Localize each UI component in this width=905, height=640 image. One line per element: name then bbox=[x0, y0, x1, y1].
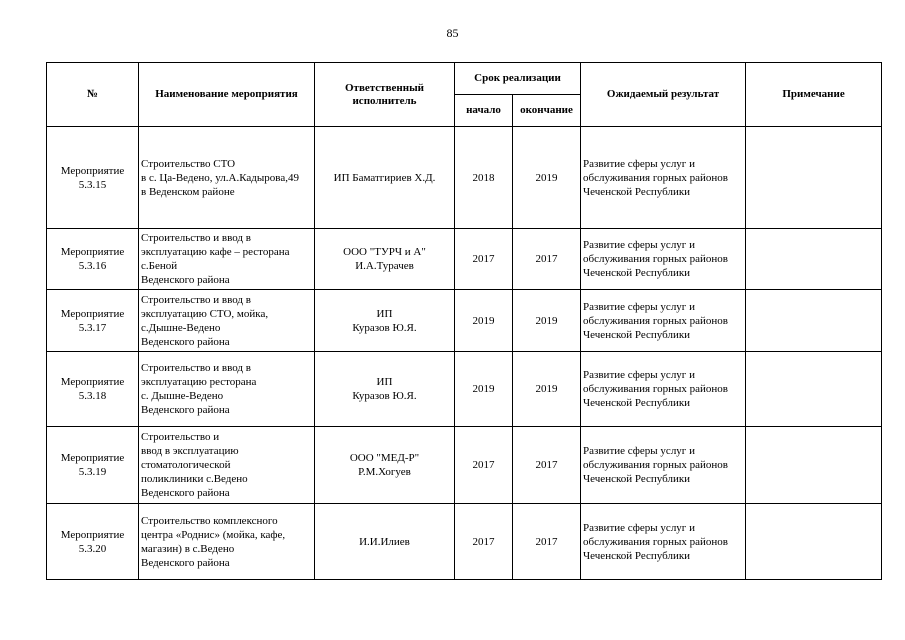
cell-end: 2019 bbox=[513, 352, 581, 427]
cell-name-line: Строительство и bbox=[141, 431, 220, 443]
cell-result-line: Развитие сферы услуг и bbox=[583, 445, 695, 457]
cell-name-line: в Веденском районе bbox=[141, 185, 235, 198]
cell-result-line: Развитие сферы услуг и bbox=[583, 521, 695, 534]
cell-num-line: 5.3.17 bbox=[78, 321, 107, 334]
table-row bbox=[47, 229, 882, 290]
cell-num-line: Мероприятие bbox=[60, 528, 125, 541]
cell-end: 2019 bbox=[513, 127, 581, 229]
cell-name-line: Веденского района bbox=[141, 487, 230, 499]
header-name: Наименование мероприятия bbox=[139, 63, 315, 127]
header-start: начало bbox=[455, 95, 513, 127]
cell-name-line: Веденского района bbox=[141, 404, 230, 416]
cell-start: 2017 bbox=[455, 504, 513, 580]
cell-name bbox=[139, 504, 315, 580]
cell-note bbox=[746, 229, 882, 290]
cell-name-line: Строительство и ввод в bbox=[141, 293, 251, 306]
cell-name-line: стоматологической bbox=[141, 459, 231, 471]
header-responsible bbox=[315, 63, 455, 127]
cell-name-line: поликлиники с.Ведено bbox=[141, 473, 248, 485]
cell-name-line: Строительство и ввод в bbox=[141, 232, 251, 244]
cell-name-line: с. Дышне-Ведено bbox=[141, 390, 224, 402]
cell-name-line: Строительство СТО bbox=[141, 157, 236, 170]
cell-result-line: обслуживания горных районов bbox=[583, 535, 728, 548]
cell-name bbox=[139, 290, 315, 352]
cell-end: 2019 bbox=[513, 290, 581, 352]
cell-responsible bbox=[315, 290, 455, 352]
cell-name bbox=[139, 352, 315, 427]
cell-name-line: центра «Роднис» (мойка, кафе, bbox=[141, 528, 286, 541]
cell-result-line: Развитие сферы услуг и bbox=[583, 300, 695, 313]
cell-responsible bbox=[315, 127, 455, 229]
table-row bbox=[47, 504, 882, 580]
header-note: Примечание bbox=[746, 63, 882, 127]
header-period: Срок реализации bbox=[455, 63, 581, 95]
cell-note bbox=[746, 290, 882, 352]
cell-result bbox=[581, 127, 746, 229]
cell-num-line: 5.3.19 bbox=[78, 466, 107, 478]
cell-result-line: обслуживания горных районов bbox=[583, 171, 728, 184]
cell-responsible-line: Куразов Ю.Я. bbox=[352, 390, 417, 402]
cell-name-line: в с. Ца-Ведено, ул.А.Кадырова,49 bbox=[141, 171, 299, 184]
cell-end: 2017 bbox=[513, 427, 581, 504]
events-table bbox=[46, 62, 882, 580]
cell-name-line: ввод в эксплуатацию bbox=[141, 445, 239, 457]
cell-start: 2019 bbox=[455, 290, 513, 352]
cell-result bbox=[581, 427, 746, 504]
cell-start: 2017 bbox=[455, 427, 513, 504]
cell-name-line: Строительство комплексного bbox=[141, 514, 278, 527]
cell-start: 2017 bbox=[455, 229, 513, 290]
cell-name-line: эксплуатацию кафе – ресторана bbox=[141, 246, 290, 258]
table-row bbox=[47, 427, 882, 504]
cell-num bbox=[47, 427, 139, 504]
cell-result bbox=[581, 504, 746, 580]
cell-result-line: Чеченской Республики bbox=[583, 397, 691, 409]
cell-result-line: Развитие сферы услуг и bbox=[583, 157, 695, 170]
cell-name-line: Строительство и ввод в bbox=[141, 362, 251, 374]
cell-num bbox=[47, 504, 139, 580]
header-responsible-line: исполнитель bbox=[352, 94, 417, 107]
cell-responsible bbox=[315, 229, 455, 290]
cell-name bbox=[139, 229, 315, 290]
cell-responsible bbox=[315, 427, 455, 504]
cell-end: 2017 bbox=[513, 229, 581, 290]
header-num: № bbox=[47, 63, 139, 127]
cell-result-line: обслуживания горных районов bbox=[583, 459, 728, 471]
cell-num-line: 5.3.18 bbox=[78, 390, 107, 402]
cell-result bbox=[581, 290, 746, 352]
header-result: Ожидаемый результат bbox=[581, 63, 746, 127]
cell-note bbox=[746, 504, 882, 580]
cell-note bbox=[746, 427, 882, 504]
cell-result-line: обслуживания горных районов bbox=[583, 383, 728, 395]
cell-name-line: Веденского района bbox=[141, 556, 230, 569]
cell-responsible-line: И.И.Илиев bbox=[359, 535, 410, 548]
cell-result bbox=[581, 352, 746, 427]
cell-name-line: с.Беной bbox=[141, 260, 178, 272]
cell-num-line: 5.3.15 bbox=[78, 178, 107, 191]
cell-result-line: Чеченской Республики bbox=[583, 185, 691, 198]
cell-result-line: Развитие сферы услуг и bbox=[583, 369, 695, 381]
cell-name-line: Веденского района bbox=[141, 274, 230, 286]
cell-num bbox=[47, 229, 139, 290]
cell-responsible-line: ИП Баматгириев Х.Д. bbox=[333, 171, 436, 184]
cell-end: 2017 bbox=[513, 504, 581, 580]
header-end: окончание bbox=[513, 95, 581, 127]
cell-responsible-line: ИП bbox=[376, 376, 393, 388]
cell-result-line: обслуживания горных районов bbox=[583, 314, 728, 327]
cell-responsible-line: ООО "ТУРЧ и А" bbox=[343, 246, 426, 258]
header-responsible-line: Ответственный bbox=[344, 81, 425, 94]
cell-num-line: Мероприятие bbox=[60, 376, 125, 388]
cell-responsible bbox=[315, 504, 455, 580]
cell-num bbox=[47, 352, 139, 427]
table-row bbox=[47, 352, 882, 427]
cell-num-line: Мероприятие bbox=[60, 307, 125, 320]
cell-name-line: с.Дышне-Ведено bbox=[141, 321, 221, 334]
cell-result-line: Чеченской Республики bbox=[583, 328, 691, 341]
cell-responsible-line: И.А.Турачев bbox=[355, 260, 414, 272]
cell-num-line: Мероприятие bbox=[60, 452, 125, 464]
cell-result-line: Чеченской Республики bbox=[583, 267, 691, 279]
cell-result bbox=[581, 229, 746, 290]
cell-responsible-line: Р.М.Хогуев bbox=[358, 466, 411, 478]
cell-num bbox=[47, 290, 139, 352]
cell-num-line: Мероприятие bbox=[60, 164, 125, 177]
cell-responsible-line: ООО "МЕД-Р" bbox=[349, 452, 420, 464]
cell-responsible-line: ИП bbox=[376, 307, 393, 320]
cell-responsible bbox=[315, 352, 455, 427]
cell-num-line: Мероприятие bbox=[60, 246, 125, 258]
cell-name-line: эксплуатацию ресторана bbox=[141, 376, 257, 388]
cell-result-line: обслуживания горных районов bbox=[583, 253, 728, 265]
cell-note bbox=[746, 127, 882, 229]
cell-name bbox=[139, 127, 315, 229]
table-row bbox=[47, 290, 882, 352]
cell-result-line: Развитие сферы услуг и bbox=[583, 239, 695, 251]
page-number: 85 bbox=[446, 26, 459, 40]
cell-note bbox=[746, 352, 882, 427]
table-row bbox=[47, 127, 882, 229]
cell-num-line: 5.3.16 bbox=[78, 260, 107, 272]
cell-result-line: Чеченской Республики bbox=[583, 473, 691, 485]
cell-name-line: эксплуатацию СТО, мойка, bbox=[141, 307, 269, 320]
cell-name bbox=[139, 427, 315, 504]
cell-name-line: магазин) в с.Ведено bbox=[141, 542, 235, 555]
cell-num bbox=[47, 127, 139, 229]
cell-start: 2019 bbox=[455, 352, 513, 427]
cell-name-line: Веденского района bbox=[141, 335, 230, 348]
cell-responsible-line: Куразов Ю.Я. bbox=[352, 321, 417, 334]
cell-num-line: 5.3.20 bbox=[78, 542, 107, 555]
cell-start: 2018 bbox=[455, 127, 513, 229]
cell-result-line: Чеченской Республики bbox=[583, 549, 691, 562]
